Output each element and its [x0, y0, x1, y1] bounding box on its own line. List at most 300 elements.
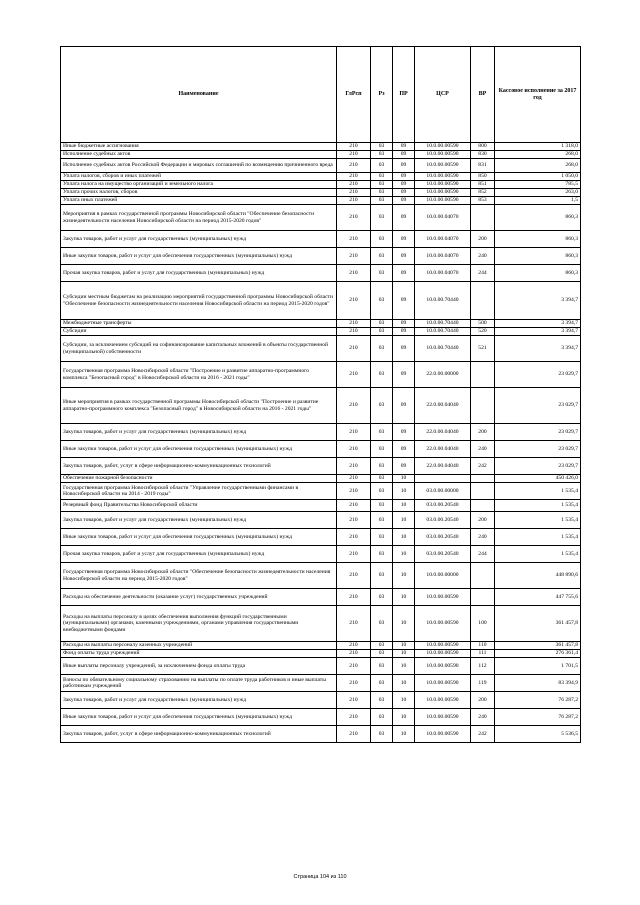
row-name: Субсидии местным бюджетам на реализацию мероприятий государственной программы Новосибирской области "Обеспечение безопасности жизнедеятельности населения Новосибирской области на период 2015-2020 годов"	[61, 282, 337, 320]
row-grbs: 210	[337, 388, 371, 424]
row-pr: 10	[393, 606, 415, 642]
row-pr: 10	[393, 589, 415, 606]
row-name: Расходы на обеспечение деятельности (оказание услуг) государственных учреждений	[61, 589, 337, 606]
row-rz: 03	[371, 189, 393, 197]
row-pr: 09	[393, 143, 415, 151]
row-rz: 03	[371, 475, 393, 483]
row-vr	[471, 205, 495, 231]
row-grbs: 210	[337, 726, 371, 743]
row-csr: 10.0.00.00590	[415, 650, 471, 658]
row-csr: 10.0.00.00590	[415, 589, 471, 606]
row-vr	[471, 282, 495, 320]
table-row	[61, 143, 581, 151]
row-rz: 03	[371, 692, 393, 709]
table-row	[61, 650, 581, 658]
row-name: Резервный фонд Правительства Новосибирской области	[61, 500, 337, 512]
row-name: Иные выплаты персоналу учреждений, за исключением фонда оплаты труда	[61, 658, 337, 675]
row-csr: 22.0.00.04040	[415, 424, 471, 441]
row-pr: 10	[393, 475, 415, 483]
row-name: Закупка товаров, работ, услуг в сфере информационно-коммуникационных технологий	[61, 726, 337, 743]
row-amount: 5 536,5	[495, 726, 581, 743]
row-name: Закупка товаров, работ, услуг в сфере информационно-коммуникационных технологий	[61, 458, 337, 475]
row-grbs: 210	[337, 512, 371, 529]
row-rz: 03	[371, 231, 393, 248]
table-row	[61, 320, 581, 328]
table-row	[61, 424, 581, 441]
table-row	[61, 563, 581, 589]
row-pr: 09	[393, 320, 415, 328]
row-vr: 500	[471, 320, 495, 328]
row-csr: 10.0.00.00590	[415, 606, 471, 642]
table-row	[61, 483, 581, 500]
row-rz: 03	[371, 151, 393, 159]
row-csr: 03.0.00.00000	[415, 483, 471, 500]
row-vr	[471, 563, 495, 589]
row-csr: 10.0.00.70440	[415, 320, 471, 328]
row-name: Государственная программа Новосибирской области "Обеспечение безопасности жизнедеятельности населения Новосибирской области на период 2015-2020 годов"	[61, 563, 337, 589]
row-pr: 10	[393, 692, 415, 709]
row-grbs: 210	[337, 563, 371, 589]
row-name: Взносы по обязательному социальному страхованию на выплаты по оплате труда работников и иные выплаты работникам учреждений	[61, 675, 337, 692]
row-csr	[415, 475, 471, 483]
row-amount: 3 394,7	[495, 282, 581, 320]
row-rz: 03	[371, 709, 393, 726]
row-name: Иные мероприятия в рамках государственной программы Новосибирской области "Построение и развитие аппаратно-программного комплекса "Безопасный город" в Новосибирской области на 2016 - 2021 годы"	[61, 388, 337, 424]
row-name: Закупка товаров, работ и услуг для государственных (муниципальных) нужд	[61, 231, 337, 248]
row-pr: 09	[393, 197, 415, 205]
table-row	[61, 362, 581, 388]
row-amount: 1 535,4	[495, 500, 581, 512]
row-rz: 03	[371, 458, 393, 475]
row-grbs: 210	[337, 197, 371, 205]
row-grbs: 210	[337, 650, 371, 658]
row-rz: 03	[371, 563, 393, 589]
row-amount: 1,5	[495, 197, 581, 205]
row-pr: 09	[393, 265, 415, 282]
row-amount: 1 535,4	[495, 483, 581, 500]
row-amount: 860,3	[495, 248, 581, 265]
row-csr: 10.0.00.04070	[415, 248, 471, 265]
row-name: Государственная программа Новосибирской области "Управление государственными финансами в Новосибирской области на 2014 - 2019 годы"	[61, 483, 337, 500]
row-vr: 850	[471, 173, 495, 181]
row-rz: 03	[371, 159, 393, 173]
row-amount: 860,3	[495, 265, 581, 282]
row-csr: 10.0.00.00590	[415, 197, 471, 205]
row-name: Уплата налогов, сборов и иных платежей	[61, 173, 337, 181]
row-pr: 10	[393, 483, 415, 500]
row-csr: 03.0.00.20540	[415, 546, 471, 563]
row-rz: 03	[371, 173, 393, 181]
row-grbs: 210	[337, 320, 371, 328]
row-csr: 10.0.00.00590	[415, 173, 471, 181]
row-pr: 09	[393, 458, 415, 475]
row-vr: 240	[471, 709, 495, 726]
row-csr: 10.0.00.00590	[415, 692, 471, 709]
row-rz: 03	[371, 328, 393, 336]
row-vr: 520	[471, 328, 495, 336]
row-csr: 10.0.00.00590	[415, 159, 471, 173]
row-amount: 268,0	[495, 151, 581, 159]
row-vr: 119	[471, 675, 495, 692]
row-pr: 09	[393, 336, 415, 362]
row-rz: 03	[371, 650, 393, 658]
row-csr: 10.0.00.00590	[415, 189, 471, 197]
row-vr: 200	[471, 424, 495, 441]
row-pr: 09	[393, 159, 415, 173]
table-row	[61, 336, 581, 362]
row-pr: 09	[393, 282, 415, 320]
budget-table-page	[60, 46, 580, 743]
row-grbs: 210	[337, 265, 371, 282]
row-amount: 3 394,7	[495, 336, 581, 362]
row-vr: 111	[471, 650, 495, 658]
row-amount: 1 535,4	[495, 512, 581, 529]
row-amount: 1 535,4	[495, 529, 581, 546]
row-amount: 23 029,7	[495, 424, 581, 441]
header-grbs: ГлРсп	[337, 47, 371, 143]
table-row	[61, 328, 581, 336]
table-row	[61, 726, 581, 743]
row-grbs: 210	[337, 606, 371, 642]
row-amount: 785,5	[495, 181, 581, 189]
row-pr: 10	[393, 546, 415, 563]
row-name: Государственная программа Новосибирской области "Построение и развитие аппаратно-программного комплекса "Безопасный город" в Новосибирской области на 2016 - 2021 годы"	[61, 362, 337, 388]
row-csr: 03.0.00.20540	[415, 500, 471, 512]
row-pr: 09	[393, 231, 415, 248]
row-rz: 03	[371, 726, 393, 743]
row-pr: 09	[393, 441, 415, 458]
row-grbs: 210	[337, 181, 371, 189]
row-amount: 23 029,7	[495, 362, 581, 388]
row-name: Расходы на выплаты персоналу казенных учреждений	[61, 642, 337, 650]
row-amount: 450 426,0	[495, 475, 581, 483]
row-pr: 10	[393, 658, 415, 675]
row-grbs: 210	[337, 589, 371, 606]
table-row	[61, 181, 581, 189]
row-amount: 1 701,5	[495, 658, 581, 675]
table-row	[61, 546, 581, 563]
row-grbs: 210	[337, 642, 371, 650]
row-name: Фонд оплаты труда учреждений	[61, 650, 337, 658]
row-pr: 09	[393, 189, 415, 197]
row-amount: 23 029,7	[495, 441, 581, 458]
row-grbs: 210	[337, 424, 371, 441]
row-name: Закупка товаров, работ и услуг для государственных (муниципальных) нужд	[61, 512, 337, 529]
row-rz: 03	[371, 500, 393, 512]
row-amount: 23 029,7	[495, 458, 581, 475]
row-pr: 10	[393, 675, 415, 692]
row-vr: 800	[471, 143, 495, 151]
row-grbs: 210	[337, 658, 371, 675]
row-rz: 03	[371, 441, 393, 458]
row-grbs: 210	[337, 205, 371, 231]
row-pr: 09	[393, 151, 415, 159]
row-amount: 83 394,9	[495, 675, 581, 692]
row-grbs: 210	[337, 483, 371, 500]
table-row	[61, 265, 581, 282]
row-rz: 03	[371, 483, 393, 500]
row-rz: 03	[371, 265, 393, 282]
row-amount: 23 029,7	[495, 388, 581, 424]
row-rz: 03	[371, 512, 393, 529]
page-footer: Страница 104 из 110	[293, 874, 347, 880]
row-csr: 22.0.00.04040	[415, 388, 471, 424]
row-csr: 22.0.00.00000	[415, 362, 471, 388]
row-rz: 03	[371, 529, 393, 546]
header-amount: Кассовое исполнение за 2017 год	[495, 47, 581, 143]
row-rz: 03	[371, 320, 393, 328]
row-csr: 22.0.00.04040	[415, 441, 471, 458]
row-vr	[471, 589, 495, 606]
row-pr: 10	[393, 563, 415, 589]
row-amount: 361 457,8	[495, 606, 581, 642]
row-grbs: 210	[337, 189, 371, 197]
row-grbs: 210	[337, 458, 371, 475]
row-grbs: 210	[337, 159, 371, 173]
row-amount: 860,3	[495, 231, 581, 248]
row-name: Прочая закупка товаров, работ и услуг для государственных (муниципальных) нужд	[61, 265, 337, 282]
row-csr: 10.0.00.00590	[415, 726, 471, 743]
row-name: Иные бюджетные ассигнования	[61, 143, 337, 151]
row-grbs: 210	[337, 282, 371, 320]
row-csr: 10.0.00.00590	[415, 151, 471, 159]
table-row	[61, 205, 581, 231]
header-name: Наименование	[61, 47, 337, 143]
row-rz: 03	[371, 362, 393, 388]
table-row	[61, 529, 581, 546]
row-grbs: 210	[337, 143, 371, 151]
row-name: Закупка товаров, работ и услуг для государственных (муниципальных) нужд	[61, 424, 337, 441]
header-vr: ВР	[471, 47, 495, 143]
table-row	[61, 500, 581, 512]
row-vr	[471, 388, 495, 424]
row-amount: 361 457,8	[495, 642, 581, 650]
table-row	[61, 159, 581, 173]
row-vr: 240	[471, 529, 495, 546]
row-pr: 09	[393, 424, 415, 441]
row-name: Мероприятия в рамках государственной программы Новосибирской области "Обеспечение безопасности жизнедеятельности населения Новосибирской области на период 2015-2020 годов"	[61, 205, 337, 231]
row-pr: 10	[393, 726, 415, 743]
row-name: Уплата налога на имущество организаций и земельного налога	[61, 181, 337, 189]
row-amount: 3 394,7	[495, 320, 581, 328]
row-vr	[471, 362, 495, 388]
row-name: Иные закупки товаров, работ и услуг для обеспечения государственных (муниципальных) нужд	[61, 248, 337, 265]
row-amount: 447 755,6	[495, 589, 581, 606]
row-amount: 3 394,7	[495, 328, 581, 336]
table-row	[61, 231, 581, 248]
row-csr: 10.0.00.04070	[415, 265, 471, 282]
row-vr: 200	[471, 692, 495, 709]
row-pr: 10	[393, 709, 415, 726]
row-grbs: 210	[337, 151, 371, 159]
row-rz: 03	[371, 248, 393, 265]
row-grbs: 210	[337, 441, 371, 458]
row-grbs: 210	[337, 231, 371, 248]
row-rz: 03	[371, 546, 393, 563]
table-body	[61, 143, 581, 743]
row-name: Закупка товаров, работ и услуг для государственных (муниципальных) нужд	[61, 692, 337, 709]
row-rz: 03	[371, 589, 393, 606]
row-grbs: 210	[337, 500, 371, 512]
row-vr: 100	[471, 606, 495, 642]
row-amount: 1 318,0	[495, 143, 581, 151]
row-grbs: 210	[337, 336, 371, 362]
budget-table	[60, 46, 581, 743]
row-pr: 09	[393, 388, 415, 424]
row-amount: 448 890,6	[495, 563, 581, 589]
table-row	[61, 709, 581, 726]
row-vr	[471, 475, 495, 483]
row-csr: 10.0.00.70440	[415, 282, 471, 320]
table-row	[61, 151, 581, 159]
table-row	[61, 173, 581, 181]
row-rz: 03	[371, 143, 393, 151]
row-vr: 110	[471, 642, 495, 650]
header-rz: Рз	[371, 47, 393, 143]
row-grbs: 210	[337, 328, 371, 336]
row-rz: 03	[371, 197, 393, 205]
table-header-row	[61, 47, 581, 143]
row-vr	[471, 483, 495, 500]
row-csr: 10.0.00.00590	[415, 658, 471, 675]
row-name: Расходы на выплаты персоналу в целях обеспечения выполнения функций государственными (муниципальными) органами, казенными учреждениями, органами управления государственными внебюджетными фондами	[61, 606, 337, 642]
row-csr: 10.0.00.00590	[415, 675, 471, 692]
row-pr: 09	[393, 328, 415, 336]
row-pr: 10	[393, 642, 415, 650]
row-grbs: 210	[337, 173, 371, 181]
row-rz: 03	[371, 205, 393, 231]
row-pr: 09	[393, 173, 415, 181]
row-pr: 09	[393, 181, 415, 189]
row-rz: 03	[371, 282, 393, 320]
row-vr: 240	[471, 441, 495, 458]
row-name: Субсидии, за исключением субсидий на софинансирование капитальных вложений в объекты государственной (муниципальной) собственности	[61, 336, 337, 362]
row-amount: 1 535,4	[495, 546, 581, 563]
row-name: Уплата прочих налогов, сборов	[61, 189, 337, 197]
table-row	[61, 675, 581, 692]
table-row	[61, 642, 581, 650]
row-amount: 76 287,2	[495, 709, 581, 726]
row-rz: 03	[371, 424, 393, 441]
table-row	[61, 658, 581, 675]
table-row	[61, 606, 581, 642]
row-vr: 242	[471, 458, 495, 475]
row-amount: 860,3	[495, 205, 581, 231]
row-name: Иные закупки товаров, работ и услуг для обеспечения государственных (муниципальных) нужд	[61, 709, 337, 726]
row-vr: 200	[471, 512, 495, 529]
row-vr: 240	[471, 248, 495, 265]
row-rz: 03	[371, 658, 393, 675]
table-row	[61, 458, 581, 475]
table-row	[61, 189, 581, 197]
row-name: Исполнение судебных актов	[61, 151, 337, 159]
row-vr: 244	[471, 265, 495, 282]
row-vr: 830	[471, 151, 495, 159]
row-grbs: 210	[337, 248, 371, 265]
row-pr: 09	[393, 362, 415, 388]
row-vr: 831	[471, 159, 495, 173]
row-name: Прочая закупка товаров, работ и услуг для государственных (муниципальных) нужд	[61, 546, 337, 563]
row-pr: 09	[393, 248, 415, 265]
row-csr: 10.0.00.00590	[415, 143, 471, 151]
row-grbs: 210	[337, 529, 371, 546]
row-grbs: 210	[337, 675, 371, 692]
table-row	[61, 475, 581, 483]
header-csr: ЦСР	[415, 47, 471, 143]
row-grbs: 210	[337, 709, 371, 726]
row-grbs: 210	[337, 475, 371, 483]
row-vr: 200	[471, 231, 495, 248]
row-csr: 10.0.00.70440	[415, 336, 471, 362]
table-row	[61, 282, 581, 320]
row-csr: 10.0.00.70440	[415, 328, 471, 336]
row-pr: 10	[393, 500, 415, 512]
row-name: Иные закупки товаров, работ и услуг для обеспечения государственных (муниципальных) нужд	[61, 529, 337, 546]
row-vr	[471, 500, 495, 512]
header-pr: ПР	[393, 47, 415, 143]
row-rz: 03	[371, 675, 393, 692]
row-vr: 244	[471, 546, 495, 563]
row-amount: 276 361,4	[495, 650, 581, 658]
row-rz: 03	[371, 181, 393, 189]
row-vr: 112	[471, 658, 495, 675]
row-vr: 521	[471, 336, 495, 362]
row-vr: 242	[471, 726, 495, 743]
row-name: Межбюджетные трансферты	[61, 320, 337, 328]
table-row	[61, 589, 581, 606]
table-row	[61, 512, 581, 529]
row-name: Исполнение судебных актов Российской Федерации и мировых соглашений по возмещению причиненного вреда	[61, 159, 337, 173]
row-name: Обеспечение пожарной безопасности	[61, 475, 337, 483]
table-row	[61, 197, 581, 205]
row-name: Иные закупки товаров, работ и услуг для обеспечения государственных (муниципальных) нужд	[61, 441, 337, 458]
row-pr: 10	[393, 512, 415, 529]
row-csr: 10.0.00.04070	[415, 205, 471, 231]
row-rz: 03	[371, 388, 393, 424]
row-csr: 10.0.00.00000	[415, 563, 471, 589]
row-amount: 1 050,0	[495, 173, 581, 181]
table-row	[61, 248, 581, 265]
row-rz: 03	[371, 642, 393, 650]
row-name: Уплата иных платежей	[61, 197, 337, 205]
row-csr: 03.0.00.20540	[415, 512, 471, 529]
row-rz: 03	[371, 606, 393, 642]
table-row	[61, 441, 581, 458]
row-csr: 03.0.00.20540	[415, 529, 471, 546]
row-grbs: 210	[337, 692, 371, 709]
row-csr: 10.0.00.00590	[415, 709, 471, 726]
row-vr: 852	[471, 189, 495, 197]
row-vr: 853	[471, 197, 495, 205]
row-grbs: 210	[337, 362, 371, 388]
row-csr: 22.0.00.04040	[415, 458, 471, 475]
row-amount: 76 287,2	[495, 692, 581, 709]
row-csr: 10.0.00.04070	[415, 231, 471, 248]
row-grbs: 210	[337, 546, 371, 563]
row-pr: 09	[393, 205, 415, 231]
row-csr: 10.0.00.00590	[415, 642, 471, 650]
row-amount: 268,0	[495, 159, 581, 173]
row-amount: 263,0	[495, 189, 581, 197]
row-vr: 851	[471, 181, 495, 189]
row-rz: 03	[371, 336, 393, 362]
row-pr: 10	[393, 650, 415, 658]
row-name: Субсидии	[61, 328, 337, 336]
row-csr: 10.0.00.00590	[415, 181, 471, 189]
row-pr: 10	[393, 529, 415, 546]
table-row	[61, 692, 581, 709]
table-row	[61, 388, 581, 424]
